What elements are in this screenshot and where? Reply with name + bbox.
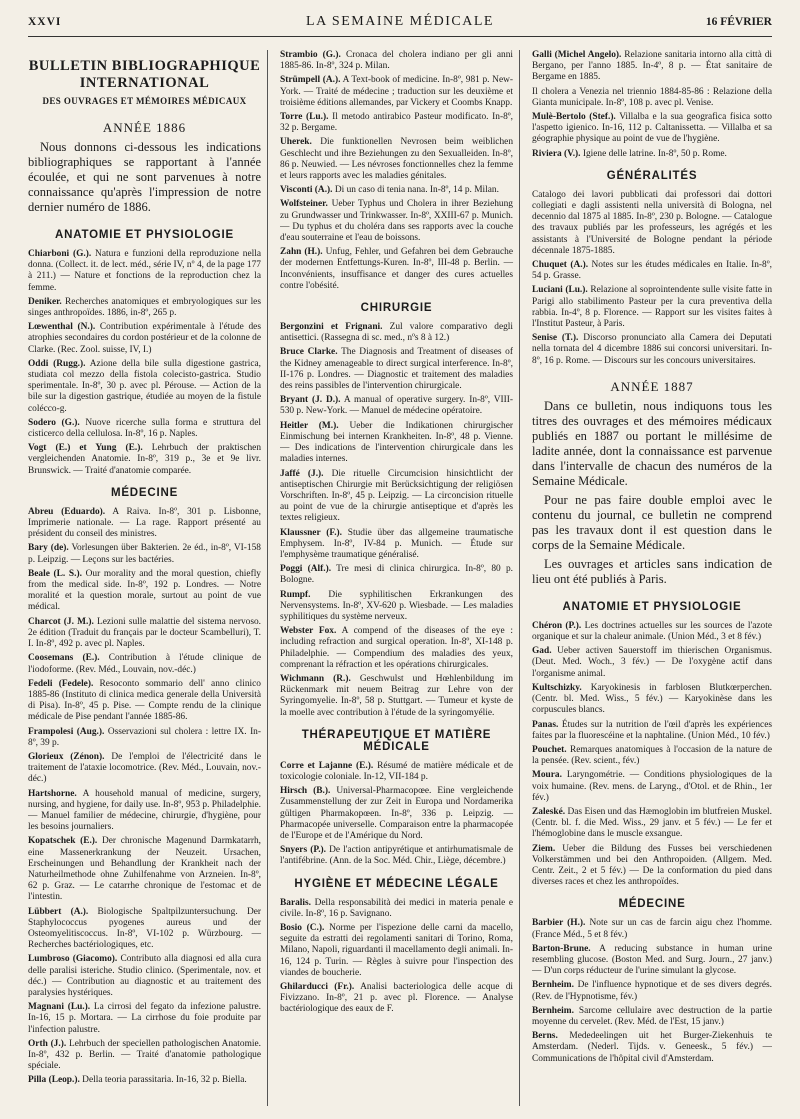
section-heading: MÉDECINE (110, 486, 179, 499)
section-heading: ANATOMIE ET PHYSIOLOGIE (55, 229, 234, 241)
bibliography-entry (28, 836, 261, 903)
entry-text: Das Eisen und das Hæmoglobin im blutfreien Muskel. (Centr. bl. f. die Med. Wiss., 29 janv. et 5 fév.) — Le fer et l'hémoglobine dans le muscle exsangue. (532, 806, 772, 840)
bibliography-entry (280, 322, 513, 344)
entry-text: Lehrbuch der praktischen vergleichenden Anatomie. In-8º, 319 p., 3e et 9e livr. Brunswick. — Traité d'anatomie comparée. (28, 443, 262, 476)
bibliography-entry (532, 87, 772, 109)
entry-author: Moura. (532, 770, 562, 781)
entry-text: Cronaca del cholera indiano per gli anni 1885-86. In-8º, 324 p. Milan. (280, 50, 513, 72)
entry-author: Barbier (H.). (532, 918, 586, 929)
entry-text: Contribution expérimentale à l'étude des atrophies secondaires du cordon postérieur et de la colonne de Clarke. (Rec. Zool. suisse, IV, I.) (28, 322, 261, 355)
entry-text: Il metodo antirabico Pasteur modificato. In-8º, 32 p. Bergame. (280, 112, 514, 134)
entry-author: Frampolesi (Aug.). (28, 726, 105, 737)
entry-author: Bosio (C.). (280, 923, 325, 933)
entry-text: Contribution à l'étude clinique de l'iodoforme. (Rev. Méd., Louvain, nov.-déc.) (28, 653, 262, 675)
entry-author: Jaffé (J.). (280, 468, 324, 479)
bibliography-entry (280, 247, 513, 292)
entry-author: Barton-Brune. (532, 943, 591, 954)
bibliography-entry (280, 923, 513, 979)
entry-list (280, 761, 513, 868)
entry-text: A Raiva. In-8º, 301 p. Lisbonne, Imprimerie nationale. — La rage. Rapport présenté au président du conseil des ministres. (28, 506, 261, 540)
entry-text: Resoconto sommario dell' anno clinico 1885-86 (Instituto di clinica medica generale della Università di Pisa). In-8º, 45 p. Pise. — Compte rendu de la clinique médicale de Pise pendant l'année 1885-86. (28, 678, 261, 723)
entry-text: Ueber die Bildung des Fusses bei verschiedenen Volkerstämmen und bei den Anthropoiden. (Allgem. Med. Centr. Zeit., 2 et 5 fév.) — De la conformation du pied dans diverses races et chez les anthropoïdes. (532, 843, 772, 888)
entry-author: Lumbroso (Giacomo). (28, 954, 118, 965)
bibliography-entry (280, 199, 513, 244)
bibliography-entry (28, 569, 261, 614)
bibliography-entry (532, 720, 772, 742)
entry-text: A Text-book of medicine. In-8º, 981 p. New-York. — Traité de médecine ; traduction sur les deuxième et troisième éditions allemandes, par Vickery et Coombs Knapp. (280, 75, 513, 108)
entry-text: Lehrbuch der speciellen pathologischen Anatomie. In-8º, 432 p. Berlin. — Traité d'anatomie pathologique spéciale. (28, 1038, 261, 1072)
issue-date: 16 FÉVRIER (705, 16, 772, 28)
bibliography-entry (28, 907, 261, 952)
bibliography-entry (28, 954, 261, 999)
entry-author: Bary (de). (28, 543, 69, 554)
bibliography-entry (532, 770, 772, 804)
entry-text: Remarques anatomiques à l'occasion de la nature de la pensée. (Rev. scient., fév.) (532, 744, 772, 767)
intro-1887: Dans ce bulletin, nous indiquons tous les titres des ouvrages et des mémoires médicaux publiés en 1887 ou portant le millésime de ladite année, dont la connaissance est parvenue dans l'intervalle de chacun des numéros de la Semaine Médicale. (532, 398, 772, 488)
bibliography-entry (532, 50, 772, 84)
entry-author: Gad. (532, 646, 552, 657)
entry-text: A household manual of medicine, surgery, nursing, and hygiene, for daily use. In-8º, 953 p. Philadelphie. — Manuel familier de médecine, chirurgie, d'hygiène, pour les besoins journaliers. (28, 788, 261, 833)
entry-text: Della responsabilità dei medici in materia penale e civile. In-8º, 16 p. Savignano. (280, 897, 513, 919)
entry-text: Lezioni sulle malattie del sistema nervoso. 2e édition (Traduit du français par le docteur Scambelluri), T. I. In-8º, 492 p. avec pl. Naples. (28, 616, 261, 650)
entry-author: Bernheim. (532, 980, 574, 991)
entry-text: Ueber die Indikationen chirurgischer Einmischung bei internen Krankheiten. In-8º, 48 p. Vienne. — Des indications de l'intervention chirurgicale dans les maladies internes. (280, 420, 514, 465)
bibliography-entry (28, 617, 261, 651)
entry-author: Webster Fox. (280, 626, 337, 637)
entry-list (28, 507, 261, 1087)
entry-author: Chuquet (A.). (532, 260, 589, 271)
entry-list (280, 322, 513, 719)
bibliography-entry (280, 137, 513, 182)
entry-author: Hirsch (B.). (280, 786, 331, 797)
bibliography-entry (532, 333, 772, 367)
bibliography-entry (280, 50, 513, 72)
bulletin-subtitle: DES OUVRAGES ET MÉMOIRES MÉDICAUX (42, 96, 247, 106)
entry-author: Uherek. (280, 137, 312, 148)
entry-text: Azione della bile sulla digestione gastrica, studiata col mezzo della fistola colecisto-gastrica. Studio sperimentale. In-8º, 30 p. avec pl. Pérouse. — Action de la bile sur la digestion gastrique, étudiée au moyen de la fistule colécco-g. (28, 358, 261, 414)
entry-author: Vogt (E.) et Yung (E.). (28, 443, 143, 454)
bibliography-entry (28, 727, 261, 749)
entry-text: De l'influence hypnotique et de ses divers degrés. (Rev. de l'Hypnotisme, fév.) (532, 980, 772, 1002)
entry-author: Ziem. (532, 843, 556, 854)
page-number: XXVI (28, 16, 62, 28)
entry-text: Di un caso di tenia nana. In-8º, 14 p. Milan. (334, 185, 499, 196)
bibliography-entry (280, 982, 513, 1016)
entry-author: Pilla (Leop.). (28, 1075, 80, 1086)
entry-author: Panas. (532, 719, 559, 730)
section-heading: HYGIÈNE ET MÉDECINE LÉGALE (294, 877, 499, 890)
bibliography-entry (28, 297, 261, 319)
bibliography-entry (280, 590, 513, 624)
entry-author: Torre (Lu.). (280, 112, 329, 123)
entry-author: Bryant (J. D.). (280, 395, 341, 406)
entry-text: Geschwulst und Hœhlenbildung im Rückenmark mit neuem Beitrag zur Lehre von der Syringomyelie. In-8º, 58 p. Stuttgart. — Tumeur et kyste de la moelle avec contribution à l'étude de la syringomyélie. (280, 673, 513, 718)
bibliography-entry (532, 683, 772, 717)
running-head (28, 14, 772, 37)
bibliography-entry (28, 789, 261, 834)
entry-text: Biologische Spaltpilzuntersuchung. Der Staphylococcus pyogenes aureus und der Osteomyelitiscoccus. In-8º, VI-102 p. Würzbourg. — Recherches bactériologiques, etc. (28, 906, 262, 951)
entry-author: Bernheim. (532, 1005, 574, 1016)
intro-1887-place: Les ouvrages et articles sans indication de lieu ont été publiés à Paris. (532, 556, 772, 586)
section-heading: CHIRURGIE (360, 302, 433, 315)
entry-text: Igiene delle latrine. In-8º, 50 p. Rome. (582, 148, 727, 159)
entry-author: Coosemans (E.). (28, 653, 100, 664)
entry-author: Lœwenthal (N.). (28, 322, 96, 333)
entry-text: Unfug, Fehler, und Gefahren bei dem Gebrauche der modernen Entfettungs-Kuren. In-8º, III-48 p. Berlin. — Inconvénients, insuffisance et danger des cures actuelles contre l'obésité. (280, 247, 514, 291)
entry-text: Vorlesungen über Bakterien. 2e éd., in-8º, VI-158 p. Leipzig. — Leçons sur les bactéries. (28, 543, 261, 565)
bibliography-entry (28, 679, 261, 724)
entry-list (280, 50, 513, 292)
entry-author: Kultschizky. (532, 682, 582, 693)
bibliography-entry (280, 395, 513, 417)
entry-author: Orth (J.). (28, 1038, 67, 1049)
entry-author: Glorieux (Zénon). (28, 751, 105, 762)
bibliography-entry (28, 1075, 261, 1086)
bibliography-entry (532, 807, 772, 841)
year-heading-1886: ANNÉE 1886 (102, 120, 187, 135)
bibliography-entry (532, 944, 772, 978)
entry-text: Die syphilitischen Erkrankungen des Nervensystems. In-8º, XV-620 p. Wiesbade. — Les maladies syphilitiques du système nerveux. (280, 589, 514, 622)
bibliography-entry (280, 185, 513, 196)
section-heading: ANATOMIE ET PHYSIOLOGIE (562, 600, 742, 613)
entry-text: Our morality and the moral question, chiefly from the medical side. In-8º, 192 p. Londres. — Notre moralité et la question morale, surtout au point de vue médical. (28, 568, 261, 613)
bulletin-title: BULLETIN BIBLIOGRAPHIQUE INTERNATIONAL (28, 58, 261, 91)
bibliography-entry (28, 418, 261, 440)
entry-text: Sarcome cellulaire avec destruction de la partie moyenne du cervelet. (Rev. Méd. de l'Est, 15 janv.) (532, 1005, 772, 1027)
entry-text: A reducing substance in human urine resembling glucose. (Boston Med. and Surg. Journ., 27 janv.) — D'un corps réducteur de l'urine simulant la glycose. (532, 943, 772, 977)
entry-text: Études sur la nutrition de l'œil d'après les expériences faites par la fluorescéine et la naphtaline. (Union Méd., 10 fév.) (532, 719, 772, 741)
column-right (532, 50, 772, 1106)
bibliography-entry (532, 1006, 772, 1028)
entry-text: Natura e funzioni della reproduzione nella donna. (Collect. it. de lect. méd., série IV, nº 4, de la page 177 à 211.) — Nature et fonctions de la reproduction chez la femme. (28, 249, 261, 293)
entry-author: Visconti (A.). (280, 185, 333, 196)
bibliography-entry (28, 1039, 261, 1073)
entry-author: Kopatschek (E.). (28, 836, 98, 847)
bibliography-entry (532, 190, 772, 257)
entry-text: Notes sur les études médicales en Italie. In-8º, 54 p. Grasse. (532, 260, 772, 282)
entry-text: Relazione al soprointendente sulle visite fatte in Parigi allo stabilimento Pasteur per la cura preventiva della rabbia. In-4º, 8 p. Florence. — Rapport sur les visites faites à l'Institut Pasteur, à Paris. (532, 285, 772, 330)
entry-text: Die funktionellen Nevrosen beim weiblichen Geschlecht und ihre Beziehungen zu den Sexualleiden. In-8º, 86 p. Neuwied. — Les névroses fonctionnelles chez la femme et leurs rapports avec les maladies génitales. (280, 137, 514, 182)
entry-author: Galli (Michel Angelo). (532, 50, 622, 60)
bibliography-entry (28, 507, 261, 541)
entry-list (532, 50, 772, 160)
entry-text: Note sur un cas de farcin aigu chez l'homme. (France Méd., 5 et 8 fév.) (532, 918, 772, 940)
entry-author: Poggi (Alf.). (280, 564, 332, 575)
bibliography-entry (532, 980, 772, 1002)
bibliography-entry (280, 528, 513, 562)
entry-author: Zaleské. (532, 806, 566, 817)
entry-list (532, 190, 772, 367)
bibliography-entry (532, 745, 772, 767)
entry-author: Wolfsteiner. (280, 199, 328, 210)
journal-title: LA SEMAINE MÉDICALE (306, 14, 494, 29)
bibliography-entry (280, 898, 513, 920)
entry-author: Hartshorne. (28, 788, 77, 799)
bibliography-entry (28, 752, 261, 786)
bibliography-entry (532, 844, 772, 889)
entry-author: Klaussner (F.). (280, 527, 343, 538)
bibliography-entry (280, 564, 513, 586)
entry-author: Deniker. (28, 296, 62, 307)
entry-text: Catalogo dei lavori pubblicati dai professori dai dottori collegiati e dagli assistenti nella università di Bologna, nel decennio dal 1875 al 1885. In-8º, 230 p. Bologne. — Catalogue des travaux publiés par les professeurs, les agrégés et les assistants à l'Université de Bologne pendant la période décennale 1875-1885. (532, 189, 772, 256)
entry-text: Contributo alla diagnosi ed alla cura delle paralisi isteriche. Studio clinico. (Sperimentale, nov. et déc.) — Contribution au diagnostic et au traitement des paralysies hystériques. (28, 954, 261, 998)
entry-text: Zul valore comparativo degli antisettici. (Rassegna di sc. med., nºs 8 à 12.) (280, 322, 514, 344)
entry-author: Magnani (Lu.). (28, 1002, 91, 1013)
year-heading-1887: ANNÉE 1887 (610, 378, 694, 394)
entry-list (532, 621, 772, 888)
bibliography-entry (532, 646, 772, 680)
bibliography-entry (532, 621, 772, 643)
entry-author: Heitler (M.). (280, 420, 339, 431)
bibliography-entry (280, 674, 513, 719)
bibliography-entry (280, 347, 513, 392)
entry-text: Della teoria parassitaria. In-16, 32 p. Biella. (82, 1075, 247, 1086)
bibliography-entry (28, 249, 261, 294)
entry-author: Beale (L. S.). (28, 568, 82, 579)
entry-text: The Diagnosis and Treatment of diseases of the Kidney amenageable to direct surgical interference. In-8º, II-176 p. Londres. — Diagnostic et traitement des maladies des reins passibles de l'intervention chirurgicale. (280, 347, 513, 392)
section-heading: GÉNÉRALITÉS (606, 169, 698, 182)
entry-text: Ueber activen Sauerstoff im thierischen Organismus. (Deut. Med. Woch., 3 fév.) — De l'oxygène actif dans l'organisme animal. (532, 646, 772, 679)
bibliography-entry (532, 285, 772, 330)
entry-author: Chéron (P.). (532, 620, 582, 631)
bibliography-entry (28, 443, 261, 477)
entry-text: Tre mesi di clinica chirurgica. In-8º, 80 p. Bologne. (280, 564, 513, 586)
entry-text: Nuove ricerche sulla forma e struttura del cisticerco della cellulosa. In-8º, 16 p. Naples. (28, 417, 261, 440)
bibliography-entry (280, 421, 513, 466)
entry-author: Senise (T.). (532, 333, 579, 344)
entry-text: La cirrosi del fegato da infezione palustre. In-16, 15 p. Mortara. — La cirrhose du foie produite par l'infection palustre. (28, 1002, 262, 1035)
entry-text: A compend of the diseases of the eye : including refraction and surgical operation. In-8º, XI-148 p. Philadelphie. — Compendium des maladies des yeux, comprenant la réfraction et les opérations chirurgicales. (280, 626, 513, 670)
bibliography-entry (280, 112, 513, 134)
entry-list (532, 918, 772, 1064)
entry-author: Lübbert (A.). (28, 906, 89, 917)
bibliography-entry (532, 260, 772, 282)
entry-text: De l'emploi de l'électricité dans le traitement de l'ataxie locomotrice. (Rev. Méd., Louvain, nov.-déc.) (28, 751, 262, 785)
entry-text: Laryngométrie. — Conditions physiologiques de la voix humaine. (Rev. mens. de Laryng., d'Otol. et de Rhin., 1er fév.) (532, 770, 772, 803)
entry-list (280, 898, 513, 1016)
entry-text: Norme per l'ispezione delle carni da macello, seguite da estratti dei regolamenti sanitari di Torino, Roma, Milano, Napoli, riguardanti il macellamento degli animali. In-16, 124 p. Turin. — Règles à suivre pour l'inspection des viandes de boucherie. (280, 923, 513, 978)
entry-text: Universal-Pharmacopœe. Eine vergleichende Zusammenstellung der zur Zeit in Europa und Nordamerika gültigen Pharmakopœen. In-8º, 336 p. Leipzig. — Pharmacopée universelle. Comparaison entre la pharmacopée de l'Europe et de l'Amérique du Nord. (280, 786, 513, 841)
entry-text: Osservazioni sul cholera : lettre IX. In-8º, 39 p. (28, 726, 261, 748)
entry-text: Recherches anatomiques et embryologiques sur les singes anthropoïdes. 1886, in-8º, 265 p. (28, 296, 261, 319)
entry-text: Karyokinesis in farblosen Blutkœrperchen. (Centr. bl. Med. Wiss., 5 fév.) — Karyokinèse dans les corpuscules blancs. (532, 682, 772, 716)
entry-text: Studie über das allgemeine traumatische Emphysem. In-8º, IV-84 p. Munich. — Étude sur l'emphysème traumatique généralisé. (280, 527, 513, 560)
bibliography-entry (28, 322, 261, 356)
entry-text: Mededeelingen uit het Burger-Ziekenhuis te Amsterdam. (Nederl. Tijds. v. Geneesk., 5 fév.) — Communications de l'hôpital civil d'Amsterdam. (532, 1031, 772, 1064)
bibliography-entry (280, 75, 513, 109)
entry-text: Villalba e la sua geografica fisica sotto l'aspetto igienico. In-16, 112 p. Caltanissetta. — Villalba et sa géographie physique au point de vue de l'hygiène. (532, 112, 772, 145)
bibliography-entry (532, 112, 772, 146)
section-heading: MÉDECINE (618, 898, 686, 911)
entry-author: Charcot (J. M.). (28, 616, 94, 627)
entry-text: Die rituelle Circumcision hinsichtlicht der antiseptischen Chirurgie mit Berücksichtigung der religiösen Vorschriften. In-8º, 45 p. Leipzig. — La circoncision rituelle au point de vue de la chirurgie antiseptique et d'après les textes religieux. (280, 468, 514, 524)
entry-text: Ueber Typhus und Cholera in ihrer Beziehung zu Grundwasser und Trinkwasser. In-8º, XXIII-67 p. Munich. — Du typhus et du choléra dans ses rapports avec la couche d'eau souterraine et l'eau de boissons. (280, 199, 513, 244)
entry-author: Oddi (Rugg.). (28, 358, 86, 369)
entry-text: Discorso pronunciato alla Camera dei Deputati nella tornata del 4 dicembre 1886 sui concorsi universitari. In-8º, 16 p. Rome. — Discours sur les concours universitaires. (532, 333, 772, 366)
entry-author: Snyers (P.). (280, 845, 326, 856)
three-column-layout (28, 50, 772, 1106)
entry-author: Pouchet. (532, 744, 567, 755)
column-middle (280, 50, 520, 1106)
bibliography-entry (28, 543, 261, 565)
entry-author: Bergonzini et Frignani. (280, 322, 383, 333)
entry-author: Strambio (G.). (280, 50, 341, 60)
bibliography-entry (532, 149, 772, 160)
bibliography-entry (28, 359, 261, 415)
entry-author: Rumpf. (280, 589, 311, 600)
bibliography-entry (280, 786, 513, 842)
entry-text: A manual of operative surgery. In-8º, VIII-530 p. New-York. — Manuel de médecine opératoire. (280, 395, 514, 417)
entry-author: Strümpell (A.). (280, 75, 341, 86)
entry-text: Il cholera a Venezia nel triennio 1884-85-86 : Relazione della Gianta municipale. In-8º, 108 p. avec pl. Venise. (532, 86, 772, 108)
entry-author: Baralis. (280, 897, 311, 908)
entry-author: Fedeli (Fedele). (28, 678, 94, 689)
entry-author: Zahn (H.). (280, 247, 323, 258)
bibliography-entry (280, 845, 513, 867)
entry-list (28, 249, 261, 477)
bibliography-entry (280, 626, 513, 671)
entry-author: Riviera (V.). (532, 148, 581, 159)
entry-text: Résumé de matière médicale et de toxicologie coloniale. In-12, VII-184 p. (280, 760, 514, 782)
entry-author: Chiarboni (G.). (28, 249, 92, 259)
entry-author: Corre et Lajanne (E.). (280, 760, 374, 771)
bibliography-entry (280, 469, 513, 525)
entry-text: De l'action antipyrétique et antirhumatismale de l'antifébrine. (Ann. de la Soc. Méd. Chir., Liège, décembre.) (280, 845, 513, 867)
entry-author: Ghilarducci (Fr.). (280, 982, 355, 993)
intro-1886: Nous donnons ci-dessous les indications bibliographiques se rapportant à l'année écoulée, et qui ne sont parvenues à notre connaissance qu'après l'impression de notre dernier numéro de 1886. (28, 140, 261, 214)
bibliography-entry (28, 653, 261, 675)
entry-author: Bruce Clarke. (280, 347, 338, 358)
bibliography-entry (280, 761, 513, 783)
entry-author: Berns. (532, 1031, 558, 1042)
bibliography-entry (532, 1031, 772, 1065)
bibliography-entry (532, 918, 772, 940)
entry-text: Les doctrines actuelles sur les sources de l'azote organique et sur la chaleur animale. (Union Méd., 3 et 8 fév.) (532, 620, 772, 643)
entry-author: Abreu (Eduardo). (28, 506, 106, 517)
entry-text: Analisi bacteriologica delle acque di Fivizzano. In-8º, 21 p. avec pl. Florence. — Analyse bactériologique des eaux de F. (280, 982, 514, 1015)
section-heading: THÉRAPEUTIQUE ET MATIÈRE MÉDICALE (301, 728, 492, 753)
entry-author: Luciani (Lu.). (532, 285, 588, 296)
intro-1887-note: Pour ne pas faire double emploi avec le contenu du journal, ce bulletin ne comprend pas les travaux dont il est question dans le corps de la Semaine Médicale. (532, 492, 772, 552)
entry-text: Der chronische Magenund Darmkatarrh, eine Massenerkrankung der Neuzeit. Ursachen, Erscheinungen und Behandlung der Krankheit nach der Naturheilmethode ohne Zuhilfenahme von Arzneien. In-8º, 62 p. Graz. — Le catarrhe chronique de l'estomac et de l'intestin. (28, 836, 262, 903)
entry-author: Wichmann (R.). (280, 673, 351, 684)
column-left (28, 50, 268, 1106)
entry-author: Mulè-Bertolo (Stef.). (532, 112, 616, 123)
bibliography-entry (28, 1002, 261, 1036)
entry-author: Sodero (G.). (28, 417, 80, 428)
entry-text: Relazione sanitaria intorno alla città di Bergano, per l'anno 1885. In-4º, 8 p. — État sanitaire de Bergame en 1885. (532, 50, 772, 83)
